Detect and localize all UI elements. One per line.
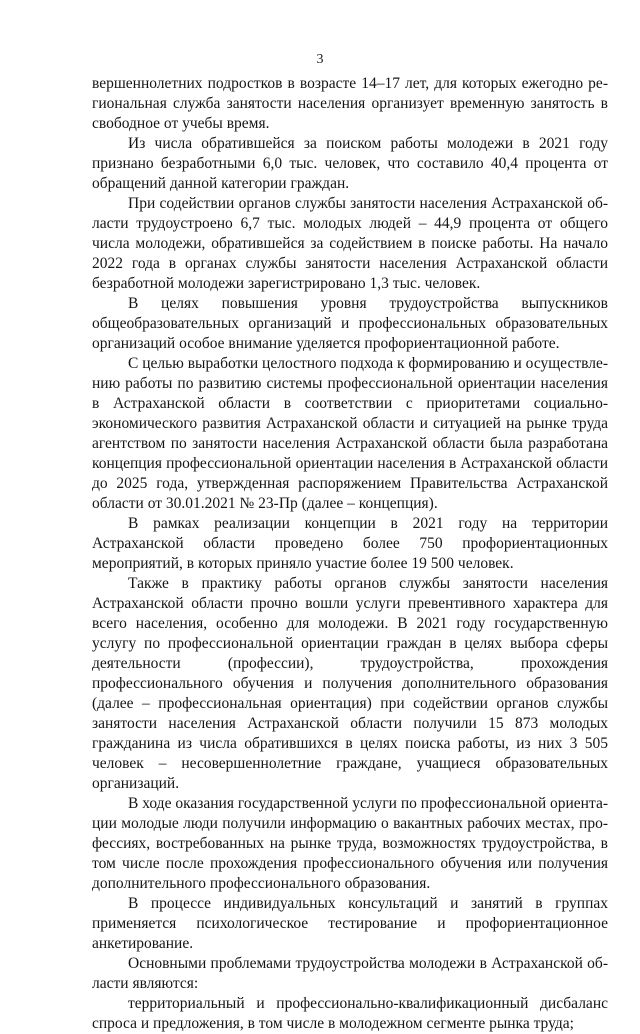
paragraph-2: Из числа обратившейся за поиском работы молодежи в 2021 году признано безработными 6,0 тыс. человек, что составило 40,4 процента от обращений данной категории граждан.	[92, 135, 608, 192]
paragraph-5: С целью выработки целостного подхода к формированию и осуществлению работы по развитию системы профессиональной ориентации населения в Астраханской области в соответствии с приоритетами социально-экономического развития Астраханской области и ситуацией на рынке труда агентством по занятости населения Астраханской области была разработана концепция профессиональной ориентации населения в Астраханской области до 2025 года, утвержденная распоряжением Правительства Астраханской области от 30.01.2021 № 23-Пр (далее – концепция).	[92, 355, 608, 512]
document-body	[92, 74, 608, 1034]
paragraph-10: Основными проблемами трудоустройства молодежи в Астраханской области являются:	[92, 955, 608, 992]
paragraph-9: В процессе индивидуальных консультаций и занятий в группах применяется психологическое тестирование и профориентационное анкетирование.	[92, 895, 608, 952]
paragraph-4: В целях повышения уровня трудоустройства выпускников общеобразовательных организаций и профессиональных образовательных организаций особое внимание уделяется профориентационной работе.	[92, 295, 608, 352]
paragraph-8: В ходе оказания государственной услуги по профессиональной ориентации молодые люди получили информацию о вакантных рабочих местах, профессиях, востребованных на рынке труда, возможностях трудоустройства, в том числе после прохождения профессионального обучения или получения дополнительного профессионального образования.	[92, 795, 608, 892]
page-number: 3	[316, 52, 324, 67]
paragraph-6: В рамках реализации концепции в 2021 году на территории Астраханской области проведено более 750 профориентационных мероприятий, в которых приняло участие более 19 500 человек.	[92, 515, 608, 572]
paragraph-11: территориальный и профессионально-квалификационный дисбаланс спроса и предложения, в том числе в молодежном сегменте рынка труда;	[92, 995, 608, 1032]
paragraph-1: вершеннолетних подростков в возрасте 14–17 лет, для которых ежегодно региональная служба занятости населения организует временную занятость в свободное от учебы время.	[92, 75, 608, 132]
paragraph-3: При содействии органов службы занятости населения Астраханской области трудоустроено 6,7 тыс. молодых людей – 44,9 процента от общего числа молодежи, обратившейся за содействием в поиске работы. На начало 2022 года в органах службы занятости населения Астраханской области безработной молодежи зарегистрировано 1,3 тыс. человек.	[92, 195, 608, 292]
paragraph-7: Также в практику работы органов службы занятости населения Астраханской области прочно вошли услуги превентивного характера для всего населения, особенно для молодежи. В 2021 году государственную услугу по профессиональной ориентации граждан в целях выбора сферы деятельности (профессии), трудоустройства, прохождения профессионального обучения и получения дополнительного образования (далее – профессиональная ориентация) при содействии органов службы занятости населения Астраханской области получили 15 873 молодых гражданина из числа обратившихся в целях поиска работы, из них 3 505 человек – несовершеннолетние граждане, учащиеся образовательных организаций.	[92, 575, 608, 792]
